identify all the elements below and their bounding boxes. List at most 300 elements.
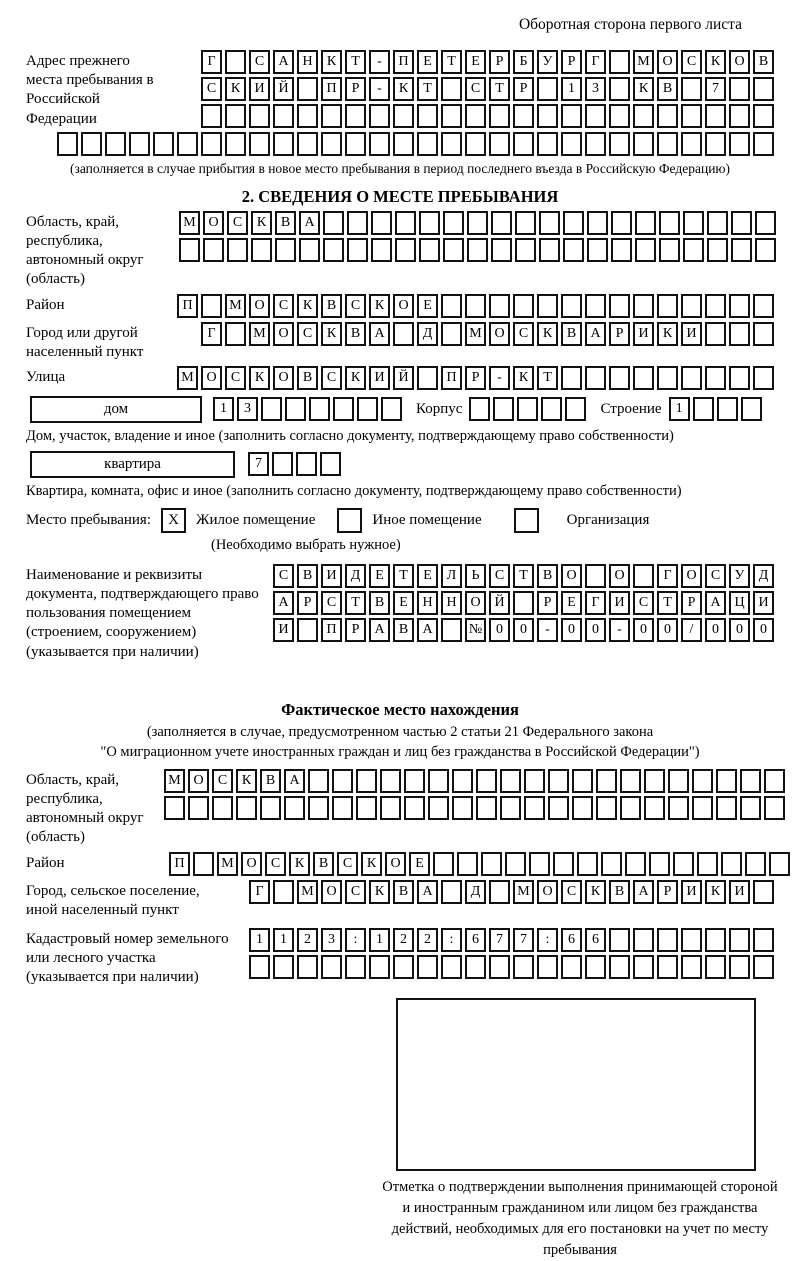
char-cell[interactable]: Т	[417, 77, 438, 101]
char-cell[interactable]: В	[561, 322, 582, 346]
char-cell[interactable]	[609, 77, 630, 101]
char-cell[interactable]: Г	[201, 322, 222, 346]
apartment-box[interactable]: квартира	[30, 451, 235, 478]
char-cell[interactable]	[596, 769, 617, 793]
char-cell[interactable]: М	[179, 211, 200, 235]
char-cell[interactable]	[681, 955, 702, 979]
char-cell[interactable]	[345, 132, 366, 156]
char-cell[interactable]	[297, 77, 318, 101]
char-cell[interactable]	[697, 852, 718, 876]
char-cell[interactable]	[681, 132, 702, 156]
city-row[interactable]	[198, 322, 774, 346]
char-cell[interactable]	[441, 618, 462, 642]
char-cell[interactable]: 1	[669, 397, 690, 421]
char-cell[interactable]	[249, 132, 270, 156]
char-cell[interactable]	[321, 955, 342, 979]
char-cell[interactable]	[537, 294, 558, 318]
char-cell[interactable]: С	[633, 591, 654, 615]
char-cell[interactable]: М	[513, 880, 534, 904]
stay-type-checkbox-other[interactable]	[337, 508, 362, 533]
char-cell[interactable]	[681, 77, 702, 101]
char-cell[interactable]: К	[225, 77, 246, 101]
char-cell[interactable]: -	[489, 366, 510, 390]
char-cell[interactable]	[395, 211, 416, 235]
char-cell[interactable]	[668, 769, 689, 793]
char-cell[interactable]: О	[537, 880, 558, 904]
char-cell[interactable]	[500, 796, 521, 820]
char-cell[interactable]	[404, 769, 425, 793]
char-cell[interactable]: О	[321, 880, 342, 904]
char-cell[interactable]	[469, 397, 490, 421]
char-cell[interactable]: О	[609, 564, 630, 588]
char-cell[interactable]: С	[297, 322, 318, 346]
char-cell[interactable]	[476, 769, 497, 793]
cadastral-row-1[interactable]	[246, 928, 774, 952]
char-cell[interactable]	[285, 397, 306, 421]
char-cell[interactable]	[609, 50, 630, 74]
char-cell[interactable]	[489, 132, 510, 156]
char-cell[interactable]: О	[393, 294, 414, 318]
char-cell[interactable]: 7	[513, 928, 534, 952]
char-cell[interactable]	[633, 294, 654, 318]
char-cell[interactable]: Н	[417, 591, 438, 615]
char-cell[interactable]	[441, 294, 462, 318]
char-cell[interactable]: К	[393, 77, 414, 101]
char-cell[interactable]: С	[513, 322, 534, 346]
char-cell[interactable]: С	[705, 564, 726, 588]
char-cell[interactable]	[609, 928, 630, 952]
char-cell[interactable]	[433, 852, 454, 876]
char-cell[interactable]: И	[369, 366, 390, 390]
char-cell[interactable]: Н	[441, 591, 462, 615]
char-cell[interactable]	[345, 955, 366, 979]
char-cell[interactable]: К	[705, 880, 726, 904]
char-cell[interactable]: К	[657, 322, 678, 346]
char-cell[interactable]: 1	[273, 928, 294, 952]
char-cell[interactable]	[681, 294, 702, 318]
char-cell[interactable]	[299, 238, 320, 262]
char-cell[interactable]: А	[417, 880, 438, 904]
char-cell[interactable]: Р	[513, 77, 534, 101]
char-cell[interactable]	[541, 397, 562, 421]
char-cell[interactable]	[275, 238, 296, 262]
char-cell[interactable]	[393, 322, 414, 346]
char-cell[interactable]	[633, 104, 654, 128]
char-cell[interactable]	[515, 211, 536, 235]
char-cell[interactable]	[673, 852, 694, 876]
char-cell[interactable]: Е	[417, 50, 438, 74]
prev-address-row-4[interactable]	[26, 132, 774, 156]
char-cell[interactable]	[707, 238, 728, 262]
char-cell[interactable]: 1	[249, 928, 270, 952]
char-cell[interactable]	[417, 132, 438, 156]
char-cell[interactable]	[753, 880, 774, 904]
char-cell[interactable]	[753, 322, 774, 346]
char-cell[interactable]	[428, 796, 449, 820]
char-cell[interactable]	[587, 238, 608, 262]
char-cell[interactable]: С	[273, 294, 294, 318]
char-cell[interactable]	[563, 211, 584, 235]
char-cell[interactable]: А	[273, 591, 294, 615]
char-cell[interactable]	[596, 796, 617, 820]
char-cell[interactable]	[633, 928, 654, 952]
char-cell[interactable]	[585, 104, 606, 128]
char-cell[interactable]: К	[369, 880, 390, 904]
char-cell[interactable]: 0	[729, 618, 750, 642]
char-cell[interactable]	[753, 955, 774, 979]
char-cell[interactable]: П	[393, 50, 414, 74]
char-cell[interactable]: Р	[657, 880, 678, 904]
char-cell[interactable]	[297, 132, 318, 156]
char-cell[interactable]: И	[753, 591, 774, 615]
char-cell[interactable]	[517, 397, 538, 421]
region-row-2[interactable]	[176, 238, 776, 262]
char-cell[interactable]: 0	[513, 618, 534, 642]
char-cell[interactable]	[561, 366, 582, 390]
char-cell[interactable]	[561, 294, 582, 318]
fact-region-row-2[interactable]	[161, 796, 785, 820]
char-cell[interactable]: Р	[537, 591, 558, 615]
document-row-1[interactable]	[270, 564, 774, 588]
char-cell[interactable]: К	[321, 50, 342, 74]
char-cell[interactable]	[633, 366, 654, 390]
char-cell[interactable]	[707, 211, 728, 235]
char-cell[interactable]: О	[465, 591, 486, 615]
char-cell[interactable]	[620, 796, 641, 820]
char-cell[interactable]	[563, 238, 584, 262]
char-cell[interactable]: Г	[249, 880, 270, 904]
char-cell[interactable]: 0	[585, 618, 606, 642]
char-cell[interactable]: Т	[345, 50, 366, 74]
char-cell[interactable]	[681, 104, 702, 128]
char-cell[interactable]: В	[260, 769, 281, 793]
char-cell[interactable]	[467, 238, 488, 262]
char-cell[interactable]	[729, 294, 750, 318]
char-cell[interactable]	[539, 238, 560, 262]
char-cell[interactable]: О	[385, 852, 406, 876]
char-cell[interactable]: Т	[489, 77, 510, 101]
char-cell[interactable]	[465, 132, 486, 156]
char-cell[interactable]	[320, 452, 341, 476]
char-cell[interactable]: А	[369, 322, 390, 346]
char-cell[interactable]	[659, 211, 680, 235]
char-cell[interactable]	[683, 238, 704, 262]
char-cell[interactable]	[729, 928, 750, 952]
char-cell[interactable]	[620, 769, 641, 793]
char-cell[interactable]	[548, 796, 569, 820]
char-cell[interactable]	[524, 769, 545, 793]
char-cell[interactable]	[644, 769, 665, 793]
char-cell[interactable]	[524, 796, 545, 820]
char-cell[interactable]: М	[249, 322, 270, 346]
char-cell[interactable]: 0	[705, 618, 726, 642]
char-cell[interactable]: 1	[369, 928, 390, 952]
char-cell[interactable]	[729, 322, 750, 346]
stay-type-checkbox-organization[interactable]	[514, 508, 539, 533]
char-cell[interactable]: М	[164, 769, 185, 793]
char-cell[interactable]	[565, 397, 586, 421]
char-cell[interactable]: К	[251, 211, 272, 235]
char-cell[interactable]: П	[177, 294, 198, 318]
char-cell[interactable]	[381, 397, 402, 421]
char-cell[interactable]	[585, 564, 606, 588]
char-cell[interactable]	[561, 104, 582, 128]
char-cell[interactable]	[201, 104, 222, 128]
char-cell[interactable]	[345, 104, 366, 128]
char-cell[interactable]: 3	[321, 928, 342, 952]
char-cell[interactable]	[188, 796, 209, 820]
char-cell[interactable]	[537, 104, 558, 128]
char-cell[interactable]: Д	[417, 322, 438, 346]
char-cell[interactable]	[212, 796, 233, 820]
char-cell[interactable]	[489, 294, 510, 318]
char-cell[interactable]	[657, 955, 678, 979]
document-row-3[interactable]	[270, 618, 774, 642]
char-cell[interactable]: С	[321, 366, 342, 390]
char-cell[interactable]	[227, 238, 248, 262]
char-cell[interactable]	[272, 452, 293, 476]
char-cell[interactable]	[721, 852, 742, 876]
char-cell[interactable]	[452, 796, 473, 820]
char-cell[interactable]	[515, 238, 536, 262]
char-cell[interactable]	[740, 769, 761, 793]
prev-address-row-2[interactable]	[198, 77, 774, 101]
char-cell[interactable]: Й	[489, 591, 510, 615]
char-cell[interactable]	[296, 452, 317, 476]
char-cell[interactable]	[380, 769, 401, 793]
char-cell[interactable]: :	[345, 928, 366, 952]
char-cell[interactable]: 3	[585, 77, 606, 101]
house-number-cells[interactable]	[210, 397, 402, 421]
char-cell[interactable]: -	[369, 50, 390, 74]
char-cell[interactable]	[417, 955, 438, 979]
char-cell[interactable]	[513, 955, 534, 979]
char-cell[interactable]: Г	[585, 591, 606, 615]
char-cell[interactable]	[321, 104, 342, 128]
korpus-cells[interactable]	[466, 397, 586, 421]
char-cell[interactable]	[609, 955, 630, 979]
char-cell[interactable]: М	[297, 880, 318, 904]
char-cell[interactable]: Т	[345, 591, 366, 615]
char-cell[interactable]: О	[681, 564, 702, 588]
char-cell[interactable]: О	[657, 50, 678, 74]
prev-address-row-3[interactable]	[198, 104, 774, 128]
char-cell[interactable]: :	[441, 928, 462, 952]
char-cell[interactable]: С	[273, 564, 294, 588]
char-cell[interactable]: А	[299, 211, 320, 235]
char-cell[interactable]	[201, 294, 222, 318]
char-cell[interactable]	[716, 769, 737, 793]
char-cell[interactable]	[57, 132, 78, 156]
char-cell[interactable]	[284, 796, 305, 820]
char-cell[interactable]	[273, 104, 294, 128]
char-cell[interactable]	[225, 132, 246, 156]
char-cell[interactable]	[393, 104, 414, 128]
char-cell[interactable]: 2	[297, 928, 318, 952]
char-cell[interactable]: К	[633, 77, 654, 101]
char-cell[interactable]	[404, 796, 425, 820]
char-cell[interactable]	[633, 132, 654, 156]
char-cell[interactable]: Б	[513, 50, 534, 74]
char-cell[interactable]	[753, 366, 774, 390]
char-cell[interactable]	[476, 796, 497, 820]
char-cell[interactable]	[177, 132, 198, 156]
char-cell[interactable]: П	[321, 77, 342, 101]
char-cell[interactable]	[249, 104, 270, 128]
char-cell[interactable]: Р	[609, 322, 630, 346]
char-cell[interactable]	[489, 104, 510, 128]
char-cell[interactable]	[513, 104, 534, 128]
char-cell[interactable]	[309, 397, 330, 421]
char-cell[interactable]	[308, 796, 329, 820]
char-cell[interactable]	[705, 104, 726, 128]
char-cell[interactable]	[635, 238, 656, 262]
char-cell[interactable]	[572, 769, 593, 793]
char-cell[interactable]	[572, 796, 593, 820]
char-cell[interactable]: М	[225, 294, 246, 318]
char-cell[interactable]	[465, 955, 486, 979]
char-cell[interactable]: У	[537, 50, 558, 74]
char-cell[interactable]: 6	[561, 928, 582, 952]
char-cell[interactable]: С	[249, 50, 270, 74]
char-cell[interactable]: Р	[489, 50, 510, 74]
char-cell[interactable]: А	[369, 618, 390, 642]
char-cell[interactable]: 3	[237, 397, 258, 421]
char-cell[interactable]	[705, 322, 726, 346]
char-cell[interactable]: Р	[345, 77, 366, 101]
char-cell[interactable]	[225, 104, 246, 128]
char-cell[interactable]: М	[217, 852, 238, 876]
char-cell[interactable]: С	[489, 564, 510, 588]
char-cell[interactable]	[441, 322, 462, 346]
char-cell[interactable]	[371, 211, 392, 235]
char-cell[interactable]: К	[585, 880, 606, 904]
char-cell[interactable]: Ц	[729, 591, 750, 615]
char-cell[interactable]: В	[393, 880, 414, 904]
char-cell[interactable]	[753, 104, 774, 128]
char-cell[interactable]: В	[275, 211, 296, 235]
char-cell[interactable]: Т	[657, 591, 678, 615]
document-row-2[interactable]	[270, 591, 774, 615]
char-cell[interactable]: Т	[441, 50, 462, 74]
char-cell[interactable]	[308, 769, 329, 793]
char-cell[interactable]: С	[465, 77, 486, 101]
char-cell[interactable]: К	[361, 852, 382, 876]
char-cell[interactable]	[668, 796, 689, 820]
char-cell[interactable]	[740, 796, 761, 820]
char-cell[interactable]	[633, 564, 654, 588]
char-cell[interactable]	[395, 238, 416, 262]
char-cell[interactable]	[753, 77, 774, 101]
char-cell[interactable]: Д	[753, 564, 774, 588]
char-cell[interactable]	[764, 796, 785, 820]
char-cell[interactable]	[225, 50, 246, 74]
char-cell[interactable]: 6	[585, 928, 606, 952]
char-cell[interactable]	[347, 238, 368, 262]
char-cell[interactable]	[273, 955, 294, 979]
char-cell[interactable]	[683, 211, 704, 235]
char-cell[interactable]: И	[609, 591, 630, 615]
char-cell[interactable]: Г	[585, 50, 606, 74]
char-cell[interactable]: К	[236, 769, 257, 793]
char-cell[interactable]	[553, 852, 574, 876]
char-cell[interactable]	[193, 852, 214, 876]
char-cell[interactable]: С	[225, 366, 246, 390]
char-cell[interactable]	[716, 796, 737, 820]
char-cell[interactable]	[729, 132, 750, 156]
char-cell[interactable]: Т	[393, 564, 414, 588]
char-cell[interactable]	[297, 104, 318, 128]
char-cell[interactable]: :	[537, 928, 558, 952]
char-cell[interactable]	[729, 77, 750, 101]
char-cell[interactable]: №	[465, 618, 486, 642]
char-cell[interactable]: И	[729, 880, 750, 904]
char-cell[interactable]: В	[753, 50, 774, 74]
char-cell[interactable]: 7	[248, 452, 269, 476]
stroenie-cells[interactable]	[666, 397, 762, 421]
char-cell[interactable]	[441, 880, 462, 904]
char-cell[interactable]: К	[345, 366, 366, 390]
char-cell[interactable]	[393, 955, 414, 979]
char-cell[interactable]	[153, 132, 174, 156]
char-cell[interactable]	[548, 769, 569, 793]
char-cell[interactable]: 0	[489, 618, 510, 642]
char-cell[interactable]: С	[321, 591, 342, 615]
char-cell[interactable]	[505, 852, 526, 876]
char-cell[interactable]: К	[537, 322, 558, 346]
char-cell[interactable]: В	[537, 564, 558, 588]
char-cell[interactable]	[529, 852, 550, 876]
char-cell[interactable]	[323, 211, 344, 235]
char-cell[interactable]	[609, 132, 630, 156]
char-cell[interactable]	[705, 366, 726, 390]
char-cell[interactable]: И	[633, 322, 654, 346]
char-cell[interactable]	[356, 796, 377, 820]
char-cell[interactable]: Е	[369, 564, 390, 588]
char-cell[interactable]: И	[249, 77, 270, 101]
char-cell[interactable]: К	[369, 294, 390, 318]
char-cell[interactable]	[332, 796, 353, 820]
char-cell[interactable]: П	[441, 366, 462, 390]
char-cell[interactable]	[369, 955, 390, 979]
char-cell[interactable]	[705, 132, 726, 156]
char-cell[interactable]: Е	[417, 294, 438, 318]
char-cell[interactable]: К	[321, 322, 342, 346]
char-cell[interactable]	[585, 955, 606, 979]
char-cell[interactable]	[129, 132, 150, 156]
char-cell[interactable]: Д	[345, 564, 366, 588]
char-cell[interactable]	[769, 852, 790, 876]
char-cell[interactable]	[729, 104, 750, 128]
char-cell[interactable]: К	[705, 50, 726, 74]
char-cell[interactable]: С	[337, 852, 358, 876]
stay-type-checkbox-residential[interactable]: X	[161, 508, 186, 533]
char-cell[interactable]: 2	[417, 928, 438, 952]
char-cell[interactable]: В	[369, 591, 390, 615]
char-cell[interactable]: И	[681, 880, 702, 904]
char-cell[interactable]	[755, 238, 776, 262]
char-cell[interactable]: О	[273, 322, 294, 346]
char-cell[interactable]	[585, 294, 606, 318]
street-row[interactable]	[174, 366, 774, 390]
char-cell[interactable]: В	[313, 852, 334, 876]
char-cell[interactable]	[491, 211, 512, 235]
char-cell[interactable]: Й	[273, 77, 294, 101]
char-cell[interactable]	[537, 955, 558, 979]
char-cell[interactable]: Т	[513, 564, 534, 588]
char-cell[interactable]	[481, 852, 502, 876]
char-cell[interactable]	[731, 238, 752, 262]
